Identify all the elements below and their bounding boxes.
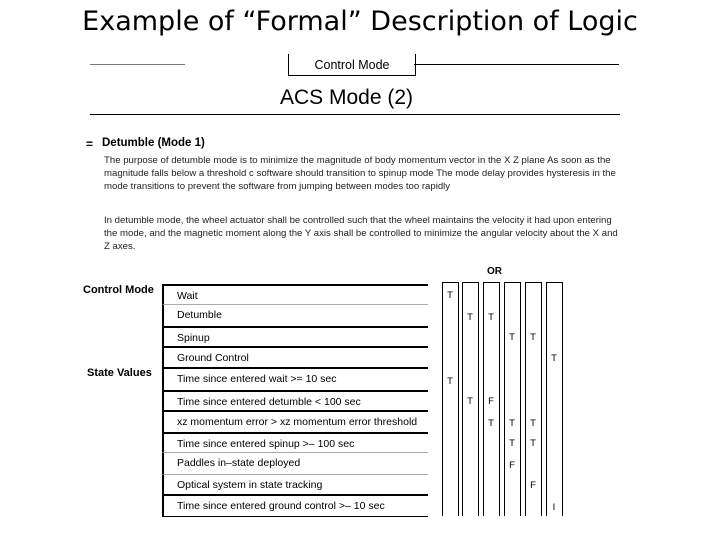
mode-paragraph-2: In detumble mode, the wheel actuator shall be controlled such that the wheel maintains the velocity it had upon entering the mode, and the magnetic moment along the Y axis shall be controlled to minimize the angular velocity about the X and Z axes. — [104, 215, 618, 252]
control-mode-label: Control Mode — [83, 284, 154, 296]
truth-cell: T — [488, 418, 494, 429]
or-column — [504, 282, 521, 516]
truth-cell: T — [509, 438, 515, 449]
truth-cell: F — [509, 460, 515, 471]
truth-cell: T — [467, 396, 473, 407]
or-column — [546, 282, 563, 516]
truth-cell: T — [447, 290, 453, 301]
truth-cell: T — [530, 438, 536, 449]
truth-cell: T — [530, 418, 536, 429]
slide-title: Example of “Formal” Description of Logic — [82, 6, 638, 37]
table-row-label: Detumble — [162, 304, 428, 326]
mode-heading: Detumble (Mode 1) — [102, 137, 205, 149]
mode-paragraph-1: The purpose of detumble mode is to minimize the magnitude of body momentum vector in the X Z plane As soon as the magnitude falls below a threshold c software should transition to spinup mode The mode delay provides hysteresis in the mode transitions to prevent the software from jumping between modes too rapidly — [104, 155, 616, 192]
truth-cell: I — [552, 502, 556, 513]
header-right-line — [414, 64, 619, 65]
control-mode-box: Control Mode — [288, 54, 416, 76]
acs-mode-title: ACS Mode (2) — [280, 86, 414, 109]
acs-underline — [90, 114, 620, 115]
truth-cell: T — [551, 353, 557, 364]
table-row-label: Ground Control — [162, 346, 428, 367]
table-row-label: Time since entered ground control >– 10 sec — [162, 494, 428, 516]
truth-cell: T — [447, 376, 453, 387]
or-column — [442, 282, 459, 516]
truth-cell: T — [467, 312, 473, 323]
truth-cell: F — [530, 480, 536, 491]
table-row-label: xz momentum error > xz momentum error threshold — [162, 410, 428, 432]
header-left-line — [90, 64, 185, 65]
mode-bullet: = — [86, 137, 94, 151]
table-row-label: Time since entered spinup >– 100 sec — [162, 432, 428, 452]
or-label: OR — [487, 266, 502, 277]
truth-cell: F — [488, 396, 494, 407]
truth-cell: T — [509, 418, 515, 429]
table-row-label: Optical system in state tracking — [162, 474, 428, 494]
table-row-label: Spinup — [162, 326, 428, 346]
table-bottom-line — [162, 516, 428, 517]
state-values-label: State Values — [87, 367, 152, 379]
table-row-label: Time since entered detumble < 100 sec — [162, 390, 428, 410]
truth-cell: T — [488, 312, 494, 323]
table-row-label: Wait — [162, 284, 428, 304]
table-row-label: Time since entered wait >= 10 sec — [162, 367, 428, 390]
truth-cell: T — [509, 332, 515, 343]
truth-cell: T — [530, 332, 536, 343]
table-row-label: Paddles in–state deployed — [162, 452, 428, 474]
